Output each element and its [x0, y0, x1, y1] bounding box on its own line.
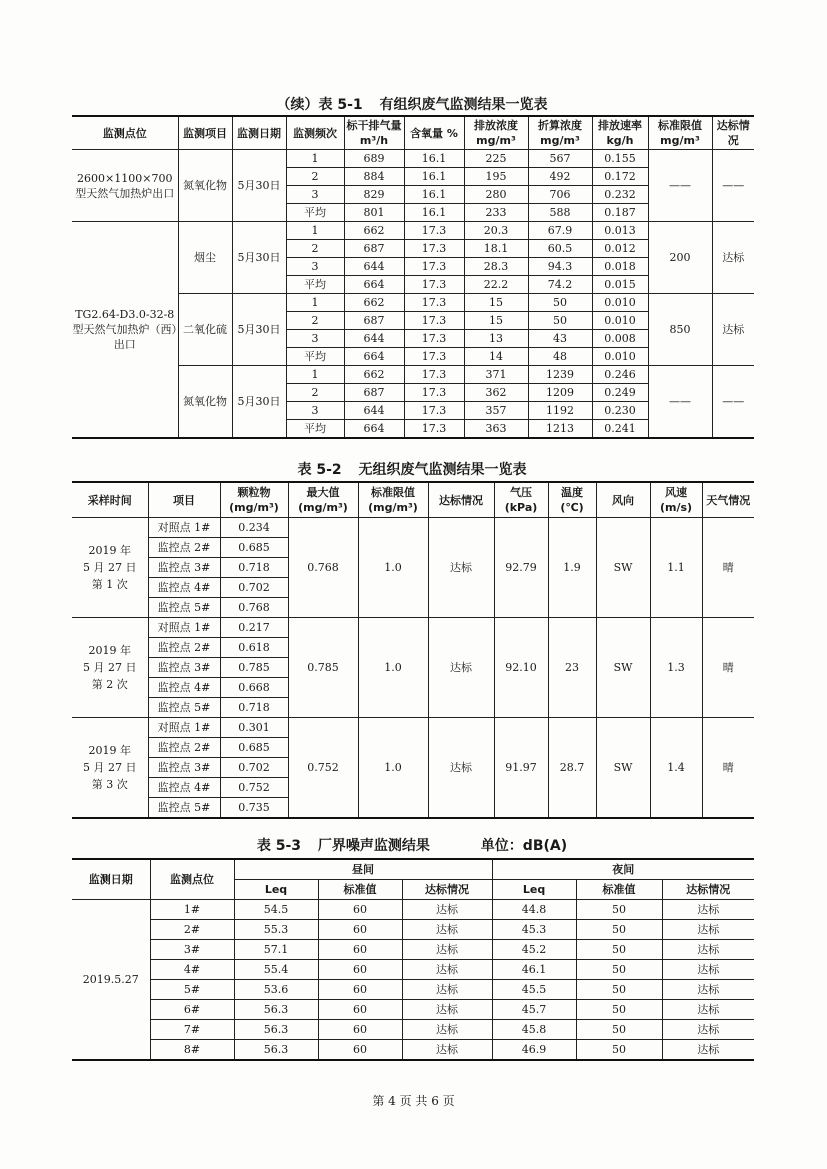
table2-particulate: 0.752	[220, 778, 288, 798]
table1-value: 48	[528, 348, 592, 366]
table3-value: 55.4	[234, 960, 318, 980]
table3-value: 46.1	[492, 960, 576, 980]
table1-value: 1192	[528, 402, 592, 420]
table1-value: 0.013	[592, 222, 648, 240]
table2-sample-time	[72, 718, 148, 819]
table1-value: 14	[464, 348, 528, 366]
table1-value: 233	[464, 204, 528, 222]
table2-fugitive-emissions	[72, 481, 754, 819]
table2-header-cell: 最大值 (mg/m³)	[288, 482, 358, 518]
table3-value: 达标	[402, 940, 492, 960]
table1-value: 平均	[286, 276, 344, 294]
table1-value: 16.1	[404, 186, 464, 204]
table1-value: 662	[344, 294, 404, 312]
table1-value: 0.241	[592, 420, 648, 439]
table2-particulate: 0.718	[220, 698, 288, 718]
table1-value: 17.3	[404, 348, 464, 366]
table3-value: 50	[576, 920, 662, 940]
table2-limit: 1.0	[358, 718, 428, 819]
table1-value: 17.3	[404, 366, 464, 384]
table1-location: TG2.64-D3.0-32-8 型天然气加热炉（西）出口	[72, 222, 178, 439]
table-row	[72, 618, 754, 638]
table1-value: 17.3	[404, 258, 464, 276]
table3-header-night: 夜间	[492, 859, 754, 880]
table3-subheader-cell: Leq	[492, 880, 576, 900]
table-row	[72, 518, 754, 538]
table2-wind-speed: 1.4	[650, 718, 702, 819]
table1-value: 687	[344, 240, 404, 258]
table3-subheader-cell: 标准值	[576, 880, 662, 900]
table1-value: 0.155	[592, 150, 648, 168]
table1-value: 1239	[528, 366, 592, 384]
table2-caption	[72, 459, 752, 479]
table1-value: 67.9	[528, 222, 592, 240]
table1-value: 644	[344, 258, 404, 276]
table2-point: 对照点 1#	[148, 518, 220, 538]
table2-point: 监控点 3#	[148, 558, 220, 578]
table3-value: 达标	[662, 960, 754, 980]
table2-particulate: 0.685	[220, 738, 288, 758]
table1-caption-prefix: （续）表 5-1	[276, 97, 363, 113]
table2-sample-time-line: 2019 年	[88, 544, 131, 557]
table2-point: 监控点 2#	[148, 738, 220, 758]
table1-value: 362	[464, 384, 528, 402]
table2-particulate: 0.234	[220, 518, 288, 538]
table1-value: 平均	[286, 204, 344, 222]
table3-value: 达标	[402, 980, 492, 1000]
table1-location: 2600×1100×700 型天然气加热炉出口	[72, 150, 178, 222]
table1-value: 706	[528, 186, 592, 204]
table2-point: 监控点 2#	[148, 538, 220, 558]
table3-value: 达标	[402, 920, 492, 940]
table1-value: 15	[464, 312, 528, 330]
table2-weather: 晴	[702, 618, 754, 718]
table1-value: 43	[528, 330, 592, 348]
table1-header-cell: 排放速率 kg/h	[592, 116, 648, 150]
table2-weather: 晴	[702, 518, 754, 618]
table3-caption-prefix: 表 5-3	[256, 838, 302, 854]
table3-date: 2019.5.27	[72, 900, 150, 1061]
table-row	[72, 960, 754, 980]
table3-value: 56.3	[234, 1000, 318, 1020]
table3-subheader-cell: 标准值	[318, 880, 402, 900]
table3-value: 60	[318, 900, 402, 920]
table2-sample-time-line: 2019 年	[88, 644, 131, 657]
table1-value: 664	[344, 276, 404, 294]
table2-point: 对照点 1#	[148, 618, 220, 638]
table2-particulate: 0.668	[220, 678, 288, 698]
table2-header-cell: 项目	[148, 482, 220, 518]
table2-max: 0.785	[288, 618, 358, 718]
table3-value: 达标	[662, 900, 754, 920]
table1-value: 0.172	[592, 168, 648, 186]
table3-value: 50	[576, 1020, 662, 1040]
table1-item: 氮氧化物	[178, 150, 232, 222]
table3-caption-title: 厂界噪声监测结果	[317, 838, 430, 854]
table3-value: 46.9	[492, 1040, 576, 1061]
table3-value: 2#	[150, 920, 234, 940]
table2-sample-time-line: 5 月 27 日	[83, 761, 137, 774]
table3-value: 6#	[150, 1000, 234, 1020]
table1-value: 17.3	[404, 384, 464, 402]
table1-value: 16.1	[404, 168, 464, 186]
table1-value: 17.3	[404, 276, 464, 294]
table2-header-cell: 温度 (℃)	[548, 482, 596, 518]
table1-header-cell: 排放浓度 mg/m³	[464, 116, 528, 150]
table3-value: 60	[318, 920, 402, 940]
table1-header-cell: 标准限值 mg/m³	[648, 116, 712, 150]
table1-value: 644	[344, 402, 404, 420]
table3-value: 50	[576, 900, 662, 920]
table-row	[72, 222, 754, 240]
table1-value: 664	[344, 348, 404, 366]
table1-header-cell: 折算浓度 mg/m³	[528, 116, 592, 150]
table2-header-cell: 风速 (m/s)	[650, 482, 702, 518]
table1-value: 3	[286, 402, 344, 420]
table1-header-cell: 监测日期	[232, 116, 286, 150]
table3-value: 50	[576, 1000, 662, 1020]
table2-particulate: 0.618	[220, 638, 288, 658]
table2-point: 监控点 2#	[148, 638, 220, 658]
table2-point: 监控点 5#	[148, 798, 220, 819]
table1-value: 74.2	[528, 276, 592, 294]
table2-particulate: 0.768	[220, 598, 288, 618]
table3-value: 60	[318, 960, 402, 980]
table1-value: 16.1	[404, 150, 464, 168]
table1-value: 0.010	[592, 348, 648, 366]
table1-status: 达标	[712, 294, 754, 366]
table1-value: 357	[464, 402, 528, 420]
table2-header-row	[72, 482, 754, 518]
table2-particulate: 0.735	[220, 798, 288, 819]
table3-value: 4#	[150, 960, 234, 980]
table3-value: 45.7	[492, 1000, 576, 1020]
table1-value: 22.2	[464, 276, 528, 294]
table3-caption-unit: 单位：dB(A)	[480, 838, 568, 854]
table3-value: 45.2	[492, 940, 576, 960]
table3-value: 60	[318, 1020, 402, 1040]
table2-caption-prefix: 表 5-2	[297, 462, 342, 478]
table1-value: 1	[286, 222, 344, 240]
table1-value: 17.3	[404, 420, 464, 439]
table3-value: 达标	[662, 1000, 754, 1020]
table1-value: 0.249	[592, 384, 648, 402]
table2-particulate: 0.217	[220, 618, 288, 638]
table3-header-date: 监测日期	[72, 859, 150, 900]
table1-header-cell: 含氧量 %	[404, 116, 464, 150]
table2-point: 监控点 5#	[148, 698, 220, 718]
table1-value: 371	[464, 366, 528, 384]
table3-value: 57.1	[234, 940, 318, 960]
table2-particulate: 0.718	[220, 558, 288, 578]
table3-value: 达标	[402, 900, 492, 920]
table1-limit: ——	[648, 150, 712, 222]
table3-value: 5#	[150, 980, 234, 1000]
table3-value: 55.3	[234, 920, 318, 940]
table3-value: 3#	[150, 940, 234, 960]
table1-value: 195	[464, 168, 528, 186]
table3-subheader-cell: 达标情况	[402, 880, 492, 900]
table3-value: 达标	[662, 1020, 754, 1040]
table1-value: 0.015	[592, 276, 648, 294]
table2-header-cell: 气压 (kPa)	[494, 482, 548, 518]
table1-header-cell: 达标情况	[712, 116, 754, 150]
table1-value: 3	[286, 330, 344, 348]
table3-value: 45.3	[492, 920, 576, 940]
table1-value: 884	[344, 168, 404, 186]
table3-header-point: 监测点位	[150, 859, 234, 900]
table1-value: 20.3	[464, 222, 528, 240]
table1-value: 1	[286, 150, 344, 168]
table1-header-cell: 监测点位	[72, 116, 178, 150]
table3-value: 达标	[662, 920, 754, 940]
table3-value: 60	[318, 1040, 402, 1061]
table3-subheader-cell: 达标情况	[662, 880, 754, 900]
table1-value: 0.010	[592, 294, 648, 312]
table1-value: 18.1	[464, 240, 528, 258]
table2-sample-time	[72, 618, 148, 718]
table2-caption-title: 无组织废气监测结果一览表	[358, 462, 527, 478]
table1-value: 225	[464, 150, 528, 168]
table2-pressure: 92.79	[494, 518, 548, 618]
table1-limit: 200	[648, 222, 712, 294]
table1-header-cell: 标干排气量 m³/h	[344, 116, 404, 150]
table3-noise	[72, 858, 754, 1061]
table-row	[72, 920, 754, 940]
table2-particulate: 0.702	[220, 578, 288, 598]
table1-value: 13	[464, 330, 528, 348]
table2-wind-speed: 1.1	[650, 518, 702, 618]
table1-value: 0.010	[592, 312, 648, 330]
table1-value: 0.230	[592, 402, 648, 420]
table1-value: 15	[464, 294, 528, 312]
table-row	[72, 1000, 754, 1020]
table1-value: 17.3	[404, 240, 464, 258]
table1-value: 588	[528, 204, 592, 222]
table3-value: 8#	[150, 1040, 234, 1061]
table3-header-day: 昼间	[234, 859, 492, 880]
table3-value: 50	[576, 940, 662, 960]
table2-wind-dir: SW	[596, 518, 650, 618]
table3-value: 达标	[402, 1020, 492, 1040]
table2-sample-time-line: 5 月 27 日	[83, 561, 137, 574]
table2-point: 对照点 1#	[148, 718, 220, 738]
table1-value: 3	[286, 258, 344, 276]
table1-value: 829	[344, 186, 404, 204]
table1-value: 1	[286, 294, 344, 312]
table1-organized-emissions	[72, 115, 754, 439]
table1-value: 1	[286, 366, 344, 384]
table1-limit: ——	[648, 366, 712, 439]
table1-item: 氮氧化物	[178, 366, 232, 439]
table2-header-cell: 天气情况	[702, 482, 754, 518]
table3-value: 60	[318, 980, 402, 1000]
table1-value: 17.3	[404, 312, 464, 330]
table2-sample-time-line: 第 3 次	[91, 778, 128, 791]
page-footer: 第 4 页 共 6 页	[372, 1094, 455, 1108]
table1-value: 0.187	[592, 204, 648, 222]
table2-particulate: 0.785	[220, 658, 288, 678]
table-row	[72, 980, 754, 1000]
table3-value: 50	[576, 1040, 662, 1061]
table3-value: 达标	[402, 1000, 492, 1020]
table1-value: 1209	[528, 384, 592, 402]
table1-value: 687	[344, 312, 404, 330]
table1-value: 17.3	[404, 294, 464, 312]
table1-value: 17.3	[404, 330, 464, 348]
table1-value: 662	[344, 222, 404, 240]
table3-value: 50	[576, 980, 662, 1000]
table1-value: 687	[344, 384, 404, 402]
table3-value: 60	[318, 940, 402, 960]
table2-wind-dir: SW	[596, 718, 650, 819]
table1-header-row	[72, 116, 754, 150]
table1-value: 2	[286, 168, 344, 186]
table1-value: 0.232	[592, 186, 648, 204]
table2-max: 0.768	[288, 518, 358, 618]
table-row	[72, 718, 754, 738]
table-row	[72, 1020, 754, 1040]
table1-caption-title: 有组织废气监测结果一览表	[379, 97, 548, 113]
table2-point: 监控点 5#	[148, 598, 220, 618]
table1-date: 5月30日	[232, 366, 286, 439]
table2-limit: 1.0	[358, 618, 428, 718]
table1-date: 5月30日	[232, 222, 286, 294]
table3-value: 45.8	[492, 1020, 576, 1040]
table1-value: 94.3	[528, 258, 592, 276]
table1-value: 644	[344, 330, 404, 348]
table2-sample-time-line: 第 2 次	[91, 678, 128, 691]
table1-limit: 850	[648, 294, 712, 366]
table2-point: 监控点 4#	[148, 778, 220, 798]
table2-particulate: 0.301	[220, 718, 288, 738]
table-row	[72, 150, 754, 168]
table2-point: 监控点 3#	[148, 658, 220, 678]
table3-caption	[72, 835, 752, 855]
table1-item: 二氧化硫	[178, 294, 232, 366]
table1-value: 17.3	[404, 402, 464, 420]
table1-value: 平均	[286, 420, 344, 439]
table2-header-cell: 采样时间	[72, 482, 148, 518]
table1-value: 平均	[286, 348, 344, 366]
table2-particulate: 0.685	[220, 538, 288, 558]
table2-header-cell: 标准限值 (mg/m³)	[358, 482, 428, 518]
table1-value: 50	[528, 312, 592, 330]
table1-value: 689	[344, 150, 404, 168]
table1-value: 363	[464, 420, 528, 439]
table3-value: 60	[318, 1000, 402, 1020]
table1-value: 801	[344, 204, 404, 222]
table1-value: 2	[286, 312, 344, 330]
table1-value: 664	[344, 420, 404, 439]
table1-status: 达标	[712, 222, 754, 294]
table3-value: 达标	[662, 980, 754, 1000]
table1-value: 567	[528, 150, 592, 168]
table2-temp: 1.9	[548, 518, 596, 618]
table2-wind-speed: 1.3	[650, 618, 702, 718]
table2-sample-time-line: 5 月 27 日	[83, 661, 137, 674]
table1-value: 662	[344, 366, 404, 384]
table2-header-cell: 颗粒物 (mg/m³)	[220, 482, 288, 518]
table3-value: 达标	[402, 1040, 492, 1061]
table1-status: ——	[712, 366, 754, 439]
table3-value: 达标	[662, 940, 754, 960]
table1-value: 0.012	[592, 240, 648, 258]
table3-value: 达标	[402, 960, 492, 980]
table-row	[72, 940, 754, 960]
table2-weather: 晴	[702, 718, 754, 819]
table3-value: 1#	[150, 900, 234, 920]
table1-header-cell: 监测频次	[286, 116, 344, 150]
table1-value: 0.008	[592, 330, 648, 348]
table2-temp: 23	[548, 618, 596, 718]
table3-value: 56.3	[234, 1020, 318, 1040]
table3-value: 达标	[662, 1040, 754, 1061]
table3-value: 44.8	[492, 900, 576, 920]
table-row	[72, 900, 754, 920]
table1-value: 60.5	[528, 240, 592, 258]
table1-item: 烟尘	[178, 222, 232, 294]
table2-point: 监控点 4#	[148, 578, 220, 598]
table2-status: 达标	[428, 618, 494, 718]
table3-value: 45.5	[492, 980, 576, 1000]
table1-value: 492	[528, 168, 592, 186]
table2-sample-time-line: 2019 年	[88, 744, 131, 757]
table2-status: 达标	[428, 518, 494, 618]
table1-value: 0.018	[592, 258, 648, 276]
table2-max: 0.752	[288, 718, 358, 819]
table1-value: 16.1	[404, 204, 464, 222]
table2-sample-time	[72, 518, 148, 618]
table1-value: 2	[286, 240, 344, 258]
table1-value: 28.3	[464, 258, 528, 276]
table-row	[72, 1040, 754, 1061]
table2-pressure: 91.97	[494, 718, 548, 819]
table3-value: 56.3	[234, 1040, 318, 1061]
table1-value: 3	[286, 186, 344, 204]
table1-date: 5月30日	[232, 150, 286, 222]
table2-header-cell: 达标情况	[428, 482, 494, 518]
table2-wind-dir: SW	[596, 618, 650, 718]
table1-caption	[72, 94, 752, 114]
table2-sample-time-line: 第 1 次	[91, 578, 128, 591]
table1-header-cell: 监测项目	[178, 116, 232, 150]
table1-value: 50	[528, 294, 592, 312]
table3-subheader-cell: Leq	[234, 880, 318, 900]
table1-value: 0.246	[592, 366, 648, 384]
table2-status: 达标	[428, 718, 494, 819]
table1-value: 280	[464, 186, 528, 204]
table3-value: 54.5	[234, 900, 318, 920]
table2-header-cell: 风向	[596, 482, 650, 518]
table2-pressure: 92.10	[494, 618, 548, 718]
table1-value: 2	[286, 384, 344, 402]
table2-particulate: 0.702	[220, 758, 288, 778]
table1-value: 17.3	[404, 222, 464, 240]
table3-value: 53.6	[234, 980, 318, 1000]
table2-temp: 28.7	[548, 718, 596, 819]
table1-date: 5月30日	[232, 294, 286, 366]
table3-value: 7#	[150, 1020, 234, 1040]
table3-value: 50	[576, 960, 662, 980]
table2-limit: 1.0	[358, 518, 428, 618]
table1-value: 1213	[528, 420, 592, 439]
table1-status: ——	[712, 150, 754, 222]
table3-header-row	[72, 859, 754, 880]
table2-point: 监控点 4#	[148, 678, 220, 698]
table2-point: 监控点 3#	[148, 758, 220, 778]
